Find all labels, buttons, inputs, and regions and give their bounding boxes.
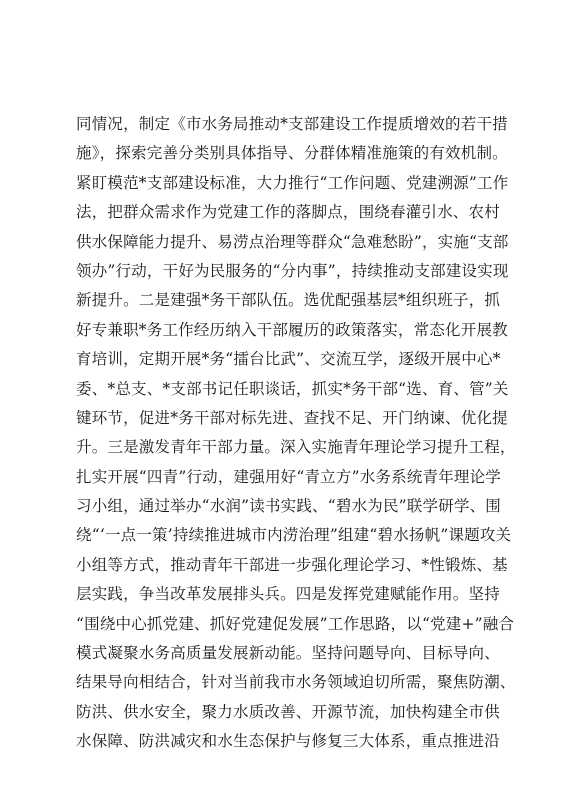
- text-line: 扎实开展“四青”行动，建强用好“青立方”水务系统青年理论学: [76, 467, 501, 486]
- text-line: “围绕中心抓党建、抓好党建促发展”工作思路，以“党建+”融合: [76, 614, 515, 633]
- text-line: 育培训，定期开展*务“擂台比武”、交流互学，逐级开展中心*: [76, 350, 501, 369]
- text-line: 模式凝聚水务高质量发展新动能。坚持问题导向、目标导向、: [76, 644, 500, 663]
- text-line: 好专兼职*务工作经历纳入干部履历的政策落实，常态化开展教: [76, 320, 508, 339]
- text-line: 习小组，通过举办“水润”读书实践、“碧水为民”联学研学、围: [76, 497, 501, 516]
- text-line: 小组等方式，推动青年干部进一步强化理论学习、*性锻炼、基: [76, 555, 508, 574]
- text-line: 绕“‘一点一策’持续推进城市内涝治理”组建“碧水扬帆”课题攻关: [76, 526, 512, 545]
- text-line: 水保障、防洪减灾和水生态保护与修复三大体系，重点推进沿: [76, 732, 500, 751]
- text-line: 键环节，促进*务干部对标先进、查找不足、开门纳谏、优化提: [76, 408, 508, 427]
- text-line: 同情况，制定《市水务局推动*支部建设工作提质增效的若干措: [76, 115, 508, 133]
- text-line: 结果导向相结合，针对当前我市水务领域迫切所需，聚焦防潮、: [76, 673, 516, 692]
- text-line: 法，把群众需求作为党建工作的落脚点，围绕春灌引水、农村: [76, 203, 500, 222]
- text-line: 防洪、供水安全，聚力水质改善、开源节流，加快构建全市供: [76, 702, 500, 721]
- text-line: 层实践，争当改革发展排头兵。四是发挥党建赋能作用。坚持: [76, 585, 500, 604]
- text-line: 委、*总支、*支部书记任职谈话，抓实*务干部“选、育、管”关: [76, 379, 509, 398]
- text-line: 供水保障能力提升、易涝点治理等群众“急难愁盼”，实施“支部: [76, 232, 509, 251]
- text-line: 升。三是激发青年干部力量。深入实施青年理论学习提升工程，: [76, 438, 516, 457]
- text-line: 领办”行动，干好为民服务的“分内事”，持续推动支部建设实现: [76, 261, 509, 280]
- text-line: 施》，探索完善分类别具体指导、分群体精准施策的有效机制。: [76, 144, 508, 163]
- body-paragraph: [76, 110, 516, 757]
- text-line: 紧盯模范*支部建设标准，大力推行“工作问题、党建溯源”工作: [76, 173, 509, 192]
- text-line: 新提升。二是建强*务干部队伍。选优配强基层*组织班子，抓: [76, 291, 501, 310]
